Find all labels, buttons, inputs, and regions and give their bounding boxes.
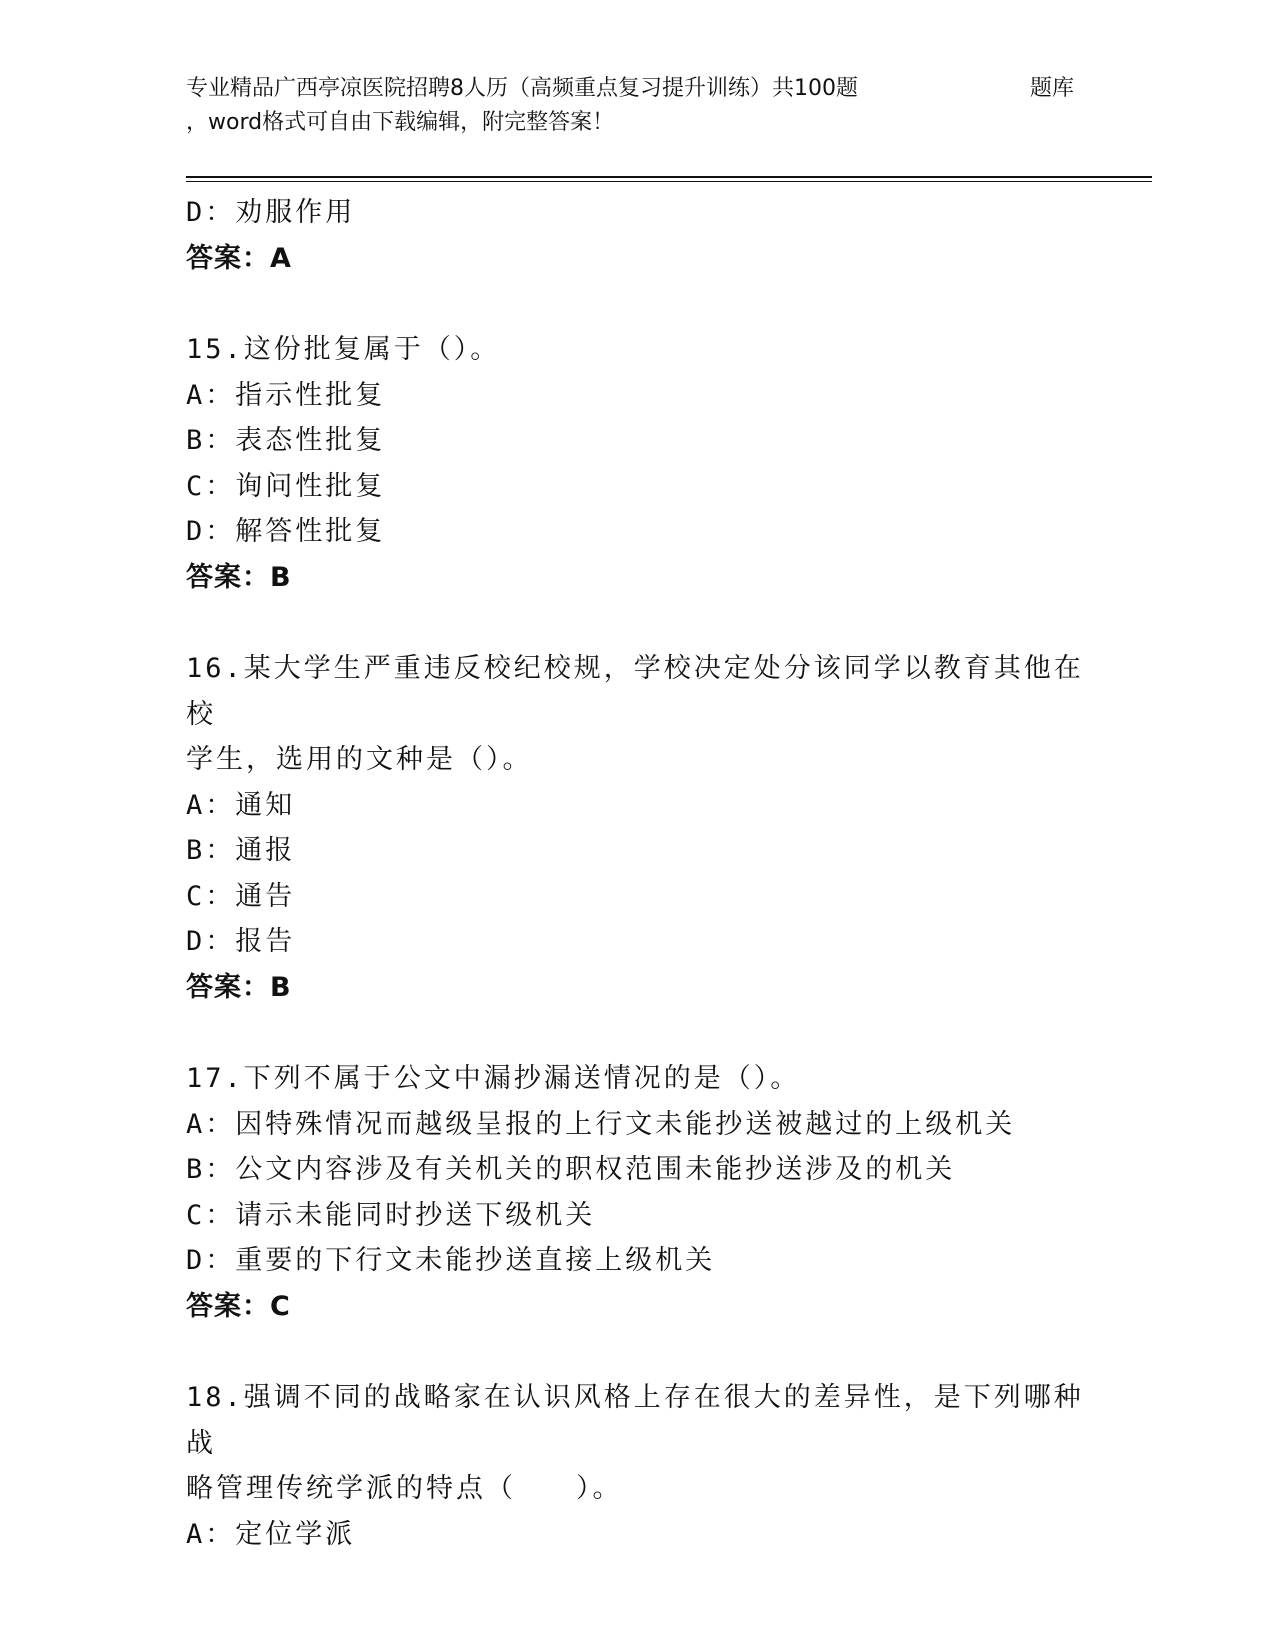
option-c: C：请示未能同时抄送下级机关 bbox=[186, 1199, 596, 1231]
option-a: A：因特殊情况而越级呈报的上行文未能抄送被越过的上级机关 bbox=[186, 1108, 1016, 1140]
option-d: D：劝服作用 bbox=[186, 197, 356, 228]
option-a: A：定位学派 bbox=[186, 1518, 356, 1550]
question-18 bbox=[186, 1375, 1086, 1557]
spacer bbox=[186, 281, 1086, 327]
answer-line: 答案：C bbox=[186, 1290, 291, 1322]
spacer bbox=[186, 600, 1086, 646]
answer-line: 答案：A bbox=[186, 242, 292, 274]
document-header bbox=[186, 72, 1096, 140]
header-rule-thin bbox=[186, 181, 1152, 182]
option-a: A：指示性批复 bbox=[186, 379, 386, 411]
option-d: D：报告 bbox=[186, 926, 296, 957]
option-b: B：公文内容涉及有关机关的职权范围未能抄送涉及的机关 bbox=[186, 1154, 956, 1185]
question-stem-line-2: 略管理传统学派的特点（ ）。 bbox=[186, 1473, 623, 1504]
spacer bbox=[186, 1010, 1086, 1056]
header-tag: 题库 bbox=[1030, 76, 1075, 101]
answer-line: 答案：B bbox=[186, 561, 292, 593]
question-stem-line-1: 18.强调不同的战略家在认识风格上存在很大的差异性，是下列哪种战 bbox=[186, 1382, 1084, 1459]
option-c: C：询问性批复 bbox=[186, 470, 386, 502]
option-d: D：解答性批复 bbox=[186, 516, 386, 547]
option-b: B：表态性批复 bbox=[186, 425, 386, 456]
question-17 bbox=[186, 1056, 1086, 1329]
option-d: D：重要的下行文未能抄送直接上级机关 bbox=[186, 1245, 716, 1276]
option-c: C：通告 bbox=[186, 880, 296, 912]
header-line-1 bbox=[186, 72, 1096, 106]
question-16 bbox=[186, 646, 1086, 1010]
question-stem-line-1: 16.某大学生严重违反校纪校规，学校决定处分该同学以教育其他在校 bbox=[186, 653, 1084, 730]
question-stem: 17.下列不属于公文中漏抄漏送情况的是（）。 bbox=[186, 1063, 801, 1094]
header-rule-thick bbox=[186, 176, 1152, 178]
header-title: 专业精品广西亭凉医院招聘8人历（高频重点复习提升训练）共100题 bbox=[186, 76, 858, 101]
prev-question-block bbox=[186, 190, 1086, 281]
option-b: B：通报 bbox=[186, 835, 296, 866]
question-stem: 15.这份批复属于（）。 bbox=[186, 334, 501, 365]
option-a: A：通知 bbox=[186, 789, 296, 821]
question-15 bbox=[186, 327, 1086, 600]
question-stem-line-2: 学生，选用的文种是（）。 bbox=[186, 744, 533, 775]
spacer bbox=[186, 1329, 1086, 1375]
question-list bbox=[186, 190, 1086, 1557]
answer-line: 答案：B bbox=[186, 971, 292, 1003]
header-subtitle: ，word格式可自由下载编辑，附完整答案！ bbox=[186, 110, 615, 135]
